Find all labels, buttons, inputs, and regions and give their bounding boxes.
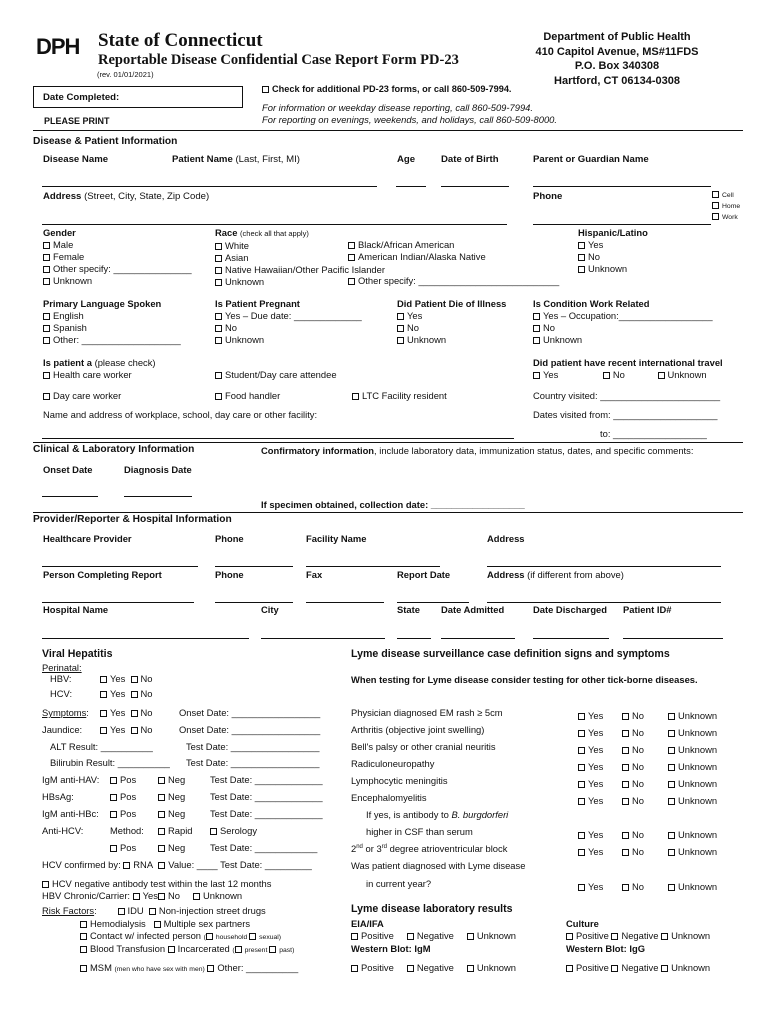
dates-from[interactable]: Dates visited from: ____________________ <box>533 409 718 420</box>
address2-label: Address (if different from above) <box>487 569 624 580</box>
revision: (rev. 01/01/2021) <box>97 70 154 79</box>
checkbox-icon[interactable] <box>533 372 540 379</box>
checkbox-icon[interactable] <box>668 781 675 788</box>
fax-label: Fax <box>306 569 323 580</box>
wb-igg-opts[interactable]: Positive Negative Unknown <box>566 962 710 973</box>
checkbox-icon[interactable] <box>42 881 49 888</box>
checkbox-icon[interactable] <box>158 845 165 852</box>
checkbox-icon[interactable] <box>622 798 629 805</box>
igm-hbc-pos[interactable]: Pos <box>110 808 136 819</box>
city-label: City <box>261 604 279 615</box>
eia-opts[interactable]: Positive Negative Unknown <box>351 930 516 941</box>
risk-row-5[interactable]: MSM (men who have sex with men) Other: __________ <box>80 962 298 973</box>
checkbox-icon[interactable] <box>668 832 675 839</box>
checkbox-icon[interactable] <box>467 965 474 972</box>
checkbox-icon[interactable] <box>131 710 138 717</box>
checkbox-icon[interactable] <box>622 764 629 771</box>
hepatitis-title: Viral Hepatitis <box>42 648 113 660</box>
lyme-row-label: Bell's palsy or other cranial neuritis <box>351 741 496 752</box>
checkbox-icon[interactable] <box>215 267 222 274</box>
gender-group[interactable]: Gender Male Female Other specify: _______________ Unknown <box>43 227 192 286</box>
checkbox-icon[interactable] <box>397 325 404 332</box>
checkbox-icon[interactable] <box>80 946 87 953</box>
hcw-option[interactable]: Health care worker <box>43 369 132 380</box>
anti-hcv-neg[interactable]: Neg <box>158 842 185 853</box>
checkbox-icon[interactable] <box>100 727 107 734</box>
section-rule <box>33 130 743 131</box>
checkbox-icon[interactable] <box>467 933 474 940</box>
checkbox-icon[interactable] <box>154 921 161 928</box>
checkbox-icon[interactable] <box>397 313 404 320</box>
checkbox-icon[interactable] <box>348 242 355 249</box>
checkbox-icon[interactable] <box>43 393 50 400</box>
dph-logo: DPH <box>36 34 80 59</box>
checkbox-icon[interactable] <box>262 86 269 93</box>
risk-row-4[interactable]: Blood Transfusion Incarcerated ( present past) <box>80 943 294 954</box>
checkbox-icon[interactable] <box>43 242 50 249</box>
onset-line[interactable] <box>42 496 98 497</box>
culture-label: Culture <box>566 918 599 929</box>
checkbox-icon[interactable] <box>118 908 125 915</box>
checkbox-icon[interactable] <box>351 965 358 972</box>
checkbox-icon[interactable] <box>43 254 50 261</box>
dob-label: Date of Birth <box>441 154 499 165</box>
hospital-label: Hospital Name <box>43 604 109 615</box>
lyme-row-label: Physician diagnosed EM rash ≥ 5cm <box>351 707 503 718</box>
checkbox-icon[interactable] <box>110 777 117 784</box>
fax-line[interactable] <box>306 602 384 603</box>
checkbox-icon[interactable] <box>603 372 610 379</box>
patient-id-label: Patient ID# <box>623 604 672 615</box>
checkbox-icon[interactable] <box>578 781 585 788</box>
dates-to[interactable]: to: __________________ <box>600 428 707 439</box>
state-label: State <box>397 604 420 615</box>
hcp-label: Healthcare Provider <box>43 533 132 544</box>
checkbox-icon[interactable] <box>210 828 217 835</box>
checkbox-icon[interactable] <box>269 946 276 953</box>
checkbox-icon[interactable] <box>215 325 222 332</box>
checkbox-icon[interactable] <box>622 781 629 788</box>
hcv-row: HCV: <box>50 688 73 699</box>
state-title: State of Connecticut <box>98 30 263 51</box>
eia-label: EIA/IFA <box>351 918 384 929</box>
checkbox-icon[interactable] <box>578 713 585 720</box>
checkbox-icon[interactable] <box>668 713 675 720</box>
checkbox-icon[interactable] <box>348 254 355 261</box>
risk-row[interactable]: Risk Factors: IDU Non-injection street drugs <box>42 905 266 916</box>
checkbox-icon[interactable] <box>622 747 629 754</box>
travel-opts[interactable]: Yes No Unknown <box>533 369 707 380</box>
language-group[interactable]: Primary Language Spoken English Spanish Other: ___________________ <box>43 298 181 345</box>
dob-line[interactable] <box>441 186 509 187</box>
rapid-option[interactable]: Rapid <box>158 825 193 836</box>
patient-name-label: Patient Name (Last, First, MI) <box>172 154 300 165</box>
checkbox-icon[interactable] <box>668 764 675 771</box>
checkbox-icon[interactable] <box>158 893 165 900</box>
checkbox-icon[interactable] <box>158 794 165 801</box>
date-completed-box[interactable] <box>33 86 243 108</box>
phone-label: Phone <box>533 191 563 202</box>
section-rule <box>33 512 743 513</box>
checkbox-icon[interactable] <box>661 933 668 940</box>
discharged-line[interactable] <box>533 638 609 639</box>
checkbox-icon[interactable] <box>235 946 242 953</box>
info-weekday: For information or weekday disease reporting, call 860-509-7994. <box>262 102 533 113</box>
checkbox-icon[interactable] <box>100 691 107 698</box>
checkbox-icon[interactable] <box>578 254 585 261</box>
bili-test-date[interactable]: Test Date: _________________ <box>186 757 320 768</box>
check-additional[interactable] <box>262 84 511 94</box>
checkbox-icon[interactable] <box>622 832 629 839</box>
checkbox-icon[interactable] <box>712 191 719 198</box>
checkbox-icon[interactable] <box>578 798 585 805</box>
info-evenings: For reporting on evenings, weekends, and holidays, call 860-509-8000. <box>262 114 557 125</box>
hospital-line[interactable] <box>42 638 249 639</box>
hcv-negative[interactable]: HCV negative antibody test within the last 12 months <box>42 878 271 889</box>
checkbox-icon[interactable] <box>158 811 165 818</box>
lyme-title: Lyme disease surveillance case definition signs and symptoms <box>351 648 670 660</box>
checkbox-icon[interactable] <box>43 337 50 344</box>
checkbox-icon[interactable] <box>622 849 629 856</box>
checkbox-icon[interactable] <box>80 933 87 940</box>
checkbox-icon[interactable] <box>215 393 222 400</box>
checkbox-icon[interactable] <box>215 337 222 344</box>
checkbox-icon[interactable] <box>611 965 618 972</box>
checkbox-icon[interactable] <box>110 845 117 852</box>
form-title: Reportable Disease Confidential Case Report Form PD-23 <box>98 52 459 68</box>
checkbox-icon[interactable] <box>658 372 665 379</box>
checkbox-icon[interactable] <box>668 730 675 737</box>
section-rule <box>33 442 743 443</box>
age-line[interactable] <box>396 186 426 187</box>
checkbox-icon[interactable] <box>578 730 585 737</box>
jaundice-opts[interactable]: Yes No <box>100 724 153 735</box>
checkbox-icon[interactable] <box>206 933 213 940</box>
checkbox-icon[interactable] <box>43 278 50 285</box>
onset-label: Onset Date <box>43 464 93 475</box>
hcv-opts[interactable]: Yes No <box>100 688 153 699</box>
checkbox-icon[interactable] <box>407 965 414 972</box>
section-patient: Disease & Patient Information <box>33 136 743 147</box>
diagnosed-label: Was patient diagnosed with Lyme disease <box>351 860 526 871</box>
person-label: Person Completing Report <box>43 569 162 580</box>
checkbox-icon[interactable] <box>110 811 117 818</box>
wb-igm-opts[interactable]: Positive Negative Unknown <box>351 962 516 973</box>
hispanic-group[interactable]: Hispanic/Latino Yes No Unknown <box>578 227 648 274</box>
lyme-row-label: Arthritis (objective joint swelling) <box>351 724 485 735</box>
checkbox-icon[interactable] <box>43 325 50 332</box>
checkbox-icon[interactable] <box>249 933 256 940</box>
checkbox-icon[interactable] <box>578 266 585 273</box>
report-date-label: Report Date <box>397 569 451 580</box>
wb-igm-label: Western Blot: IgM <box>351 943 431 954</box>
checkbox-icon[interactable] <box>611 933 618 940</box>
checkbox-icon[interactable] <box>110 794 117 801</box>
checkbox-icon[interactable] <box>100 710 107 717</box>
checkbox-icon[interactable] <box>578 849 585 856</box>
age-label: Age <box>397 154 416 165</box>
state-line[interactable] <box>397 638 431 639</box>
checkbox-icon[interactable] <box>215 313 222 320</box>
race-group[interactable]: Race (check all that apply) White Asian Native Hawaiian/Other Pacific Islander Unknown <box>215 227 385 287</box>
report-date-line[interactable] <box>397 602 469 603</box>
lyme-testing: When testing for Lyme disease consider testing for other tick-borne diseases. <box>351 674 698 685</box>
anti-hcv-date[interactable]: Test Date: ____________ <box>210 842 318 853</box>
checkbox-icon[interactable] <box>43 313 50 320</box>
checkbox-icon[interactable] <box>533 325 540 332</box>
lyme-opts-unknown[interactable]: Unknown Unknown Unknown Unknown Unknown Unknown Unknown Unknown Unknown <box>668 707 717 895</box>
race-group-2[interactable]: Black/African American American Indian/Alaska Native Other specify: ___________________________ <box>348 239 559 287</box>
checkbox-icon[interactable] <box>578 242 585 249</box>
checkbox-icon[interactable] <box>348 278 355 285</box>
facility-line[interactable] <box>306 566 440 567</box>
patient-name-line[interactable] <box>42 186 377 187</box>
checkbox-icon[interactable] <box>712 202 719 209</box>
checkbox-icon[interactable] <box>100 676 107 683</box>
date-completed-label: Date Completed: <box>43 92 120 103</box>
lyme-opts[interactable]: Yes Yes Yes Yes Yes Yes Yes Yes Yes <box>578 707 603 895</box>
checkbox-icon[interactable] <box>566 965 573 972</box>
checkbox-icon[interactable] <box>215 372 222 379</box>
work-related-group[interactable]: Is Condition Work Related Yes – Occupation:__________________ No Unknown <box>533 298 713 345</box>
hcp-line[interactable] <box>42 566 198 567</box>
checkbox-icon[interactable] <box>158 862 165 869</box>
perinatal-label: Perinatal: <box>42 662 82 673</box>
city-line[interactable] <box>261 638 385 639</box>
checkbox-icon[interactable] <box>80 921 87 928</box>
checkbox-icon[interactable] <box>712 213 719 220</box>
provider-address-line[interactable] <box>487 566 721 567</box>
checkbox-icon[interactable] <box>133 893 140 900</box>
checkbox-icon[interactable] <box>407 933 414 940</box>
checkbox-icon[interactable] <box>43 266 50 273</box>
patient-id-line[interactable] <box>623 638 723 639</box>
alt-result[interactable]: ALT Result: __________ <box>50 741 153 752</box>
igm-hav-date[interactable]: Test Date: _____________ <box>210 774 323 785</box>
hbsag-date[interactable]: Test Date: _____________ <box>210 791 323 802</box>
checkbox-icon[interactable] <box>215 279 222 286</box>
checkbox-icon[interactable] <box>578 884 585 891</box>
phone-types[interactable]: Cell Home Work <box>712 190 740 223</box>
ltc-option[interactable]: LTC Facility resident <box>352 390 447 401</box>
hbsag-label: HBsAg: <box>42 791 74 802</box>
person-phone-line[interactable] <box>215 602 293 603</box>
checkbox-icon[interactable] <box>533 313 540 320</box>
checkbox-icon[interactable] <box>43 372 50 379</box>
anti-hcv-label: Anti-HCV: <box>42 825 84 836</box>
confirm-label: Confirmatory information, include laboratory data, immunization status, dates, and specific comments: <box>261 445 694 456</box>
workplace-label: Name and address of workplace, school, day care or other facility: <box>43 409 318 420</box>
section-provider: Provider/Reporter & Hospital Information <box>33 514 743 525</box>
igm-hbc-date[interactable]: Test Date: _____________ <box>210 808 323 819</box>
please-print: PLEASE PRINT <box>44 116 110 126</box>
checkbox-icon[interactable] <box>80 965 87 972</box>
checkbox-icon[interactable] <box>123 862 130 869</box>
checkbox-icon[interactable] <box>668 884 675 891</box>
risk-row-2[interactable]: Hemodialysis Multiple sex partners <box>80 918 250 929</box>
person-line[interactable] <box>42 602 194 603</box>
checkbox-icon[interactable] <box>149 908 156 915</box>
av-block-label: 2nd or 3rd degree atrioventricular block <box>351 843 508 854</box>
workplace-line[interactable] <box>42 438 514 439</box>
country-visited[interactable]: Country visited: _______________________ <box>533 390 721 401</box>
section-clinical: Clinical & Laboratory Information <box>33 444 195 455</box>
disease-name-label: Disease Name <box>43 154 109 165</box>
checkbox-icon[interactable] <box>215 243 222 250</box>
checkbox-icon[interactable] <box>207 965 214 972</box>
hbsag-neg[interactable]: Neg <box>158 791 185 802</box>
lyme-row-label: Encephalomyelitis <box>351 792 427 803</box>
hcp-phone-label: Phone <box>215 533 244 544</box>
checkbox-icon[interactable] <box>668 849 675 856</box>
phone-line[interactable] <box>533 224 711 225</box>
travel-label: Did patient have recent international travel <box>533 357 723 368</box>
checkbox-icon[interactable] <box>351 933 358 940</box>
igm-hav-neg[interactable]: Neg <box>158 774 185 785</box>
igm-hav-pos[interactable]: Pos <box>110 774 136 785</box>
hbsag-pos[interactable]: Pos <box>110 791 136 802</box>
bili-result[interactable]: Bilirubin Result: __________ <box>50 757 170 768</box>
checkbox-icon[interactable] <box>158 828 165 835</box>
checkbox-icon[interactable] <box>131 676 138 683</box>
checkbox-icon[interactable] <box>668 798 675 805</box>
hbv-opts[interactable]: Yes No <box>100 673 153 684</box>
checkbox-icon[interactable] <box>533 337 540 344</box>
lyme-row-label: Radiculoneuropathy <box>351 758 435 769</box>
facility-label: Facility Name <box>306 533 367 544</box>
hbv-row[interactable]: HBV: <box>50 673 72 684</box>
admitted-label: Date Admitted <box>441 604 505 615</box>
checkbox-icon[interactable] <box>578 764 585 771</box>
checkbox-icon[interactable] <box>661 965 668 972</box>
lyme-opts-no[interactable]: No No No No No No No No No <box>622 707 644 895</box>
checkbox-icon[interactable] <box>215 255 222 262</box>
address-label: Address (Street, City, State, Zip Code) <box>43 191 210 202</box>
checkbox-icon[interactable] <box>578 747 585 754</box>
symptoms-opts[interactable]: Yes No <box>100 707 153 718</box>
specimen-label[interactable]: If specimen obtained, collection date: __________________ <box>261 499 525 510</box>
checkbox-icon[interactable] <box>622 730 629 737</box>
checkbox-icon[interactable] <box>397 337 404 344</box>
wb-igg-label: Western Blot: IgG <box>566 943 645 954</box>
checkbox-icon[interactable] <box>131 727 138 734</box>
jaundice-label: Jaundice: <box>42 724 83 735</box>
higher-label: higher in CSF than serum <box>366 826 473 837</box>
dept-address: Department of Public Health 410 Capitol Avenue, MS#11FDS P.O. Box 340308 Hartford, CT 06134-0308 <box>535 31 699 87</box>
address2-line[interactable] <box>487 602 721 603</box>
diagnosis-line[interactable] <box>124 496 192 497</box>
checkbox-icon[interactable] <box>352 393 359 400</box>
culture-opts[interactable]: Positive Negative Unknown <box>566 930 710 941</box>
alt-test-date[interactable]: Test Date: _________________ <box>186 741 320 752</box>
checkbox-icon[interactable] <box>168 946 175 953</box>
igm-hbc-neg[interactable]: Neg <box>158 808 185 819</box>
carrier-row[interactable]: HBV Chronic/Carrier: Yes No Unknown <box>42 890 243 901</box>
method-label: Method: <box>110 825 144 836</box>
serology-option[interactable]: Serology <box>210 825 257 836</box>
discharged-label: Date Discharged <box>533 604 607 615</box>
person-phone-label: Phone <box>215 569 244 580</box>
lyme-lab-title: Lyme disease laboratory results <box>351 903 513 915</box>
hcp-phone-line[interactable] <box>215 566 293 567</box>
died-group[interactable]: Did Patient Die of Illness Yes No Unknown <box>397 298 507 345</box>
checkbox-icon[interactable] <box>622 884 629 891</box>
diagnosis-label: Diagnosis Date <box>124 464 192 475</box>
checkbox-icon[interactable] <box>566 933 573 940</box>
check-additional-label: Check for additional PD-23 forms, or call 860-509-7994. <box>272 84 512 94</box>
student-option[interactable]: Student/Day care attendee <box>215 369 337 380</box>
anti-hcv-pos[interactable]: Pos <box>110 842 136 853</box>
admitted-line[interactable] <box>441 638 515 639</box>
jaundice-onset[interactable]: Onset Date: _________________ <box>179 724 321 735</box>
risk-row-3[interactable]: Contact w/ infected person ( household sexual) <box>80 930 281 941</box>
checkbox-icon[interactable] <box>193 893 200 900</box>
symptoms-onset[interactable]: Onset Date: _________________ <box>179 707 321 718</box>
provider-address-label: Address <box>487 533 525 544</box>
guardian-line[interactable] <box>533 186 711 187</box>
hcv-confirmed[interactable]: HCV confirmed by: RNA Value: ____ Test Date: _________ <box>42 859 312 870</box>
checkbox-icon[interactable] <box>131 691 138 698</box>
checkbox-icon[interactable] <box>158 777 165 784</box>
antibody-label: If yes, is antibody to B. burgdorferi <box>366 809 509 820</box>
address-line[interactable] <box>42 224 507 225</box>
food-option[interactable]: Food handler <box>215 390 280 401</box>
lyme-row-label: Lymphocytic meningitis <box>351 775 448 786</box>
igm-hav-label: IgM anti-HAV: <box>42 774 100 785</box>
igm-hbc-label: IgM anti-HBc: <box>42 808 99 819</box>
current-year-label: in current year? <box>366 878 432 889</box>
pregnant-group[interactable]: Is Patient Pregnant Yes – Due date: _____________ No Unknown <box>215 298 362 345</box>
checkbox-icon[interactable] <box>578 832 585 839</box>
checkbox-icon[interactable] <box>622 713 629 720</box>
checkbox-icon[interactable] <box>668 747 675 754</box>
guardian-label: Parent or Guardian Name <box>533 154 649 165</box>
symptoms-row[interactable]: Symptoms: <box>42 707 89 718</box>
daycare-option[interactable]: Day care worker <box>43 390 121 401</box>
is-patient-label: Is patient a (please check) <box>43 357 156 368</box>
